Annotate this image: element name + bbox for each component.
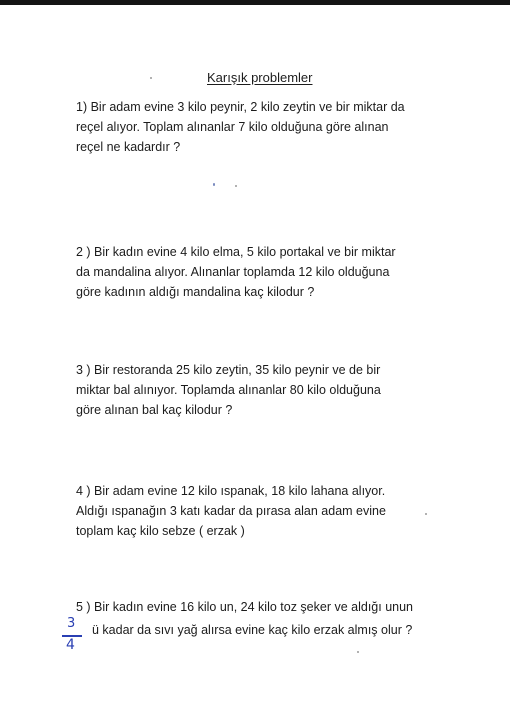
page-title: Karışık problemler: [207, 70, 313, 85]
scan-speck: [235, 185, 237, 187]
problem-3-line-3: göre alınan bal kaç kilodur ?: [76, 403, 233, 417]
problem-5-line-1: 5 ) Bir kadın evine 16 kilo un, 24 kilo toz şeker ve aldığı unun: [76, 600, 413, 614]
fraction-denominator: 4: [66, 637, 75, 653]
problem-3: [76, 360, 496, 420]
problem-1-line-2: reçel alıyor. Toplam alınanlar 7 kilo olduğuna göre alınan: [76, 120, 389, 134]
problem-4-line-2: Aldığı ıspanağın 3 katı kadar da pırasa alan adam evine: [76, 504, 386, 518]
problem-4: [76, 481, 496, 541]
problem-2-line-1: 2 ) Bir kadın evine 4 kilo elma, 5 kilo portakal ve bir miktar: [76, 245, 396, 259]
problem-2: [76, 242, 496, 302]
problem-1: [76, 97, 496, 157]
problem-1-line-3: reçel ne kadardır ?: [76, 140, 181, 154]
problem-5-line-2-text: ü kadar da sıvı yağ alırsa evine kaç kilo erzak almış olur ?: [92, 623, 413, 637]
scan-speck: [213, 183, 215, 186]
fraction-numerator: 3: [67, 616, 76, 631]
problem-1-line-1: 1) Bir adam evine 3 kilo peynir, 2 kilo zeytin ve bir miktar da: [76, 100, 405, 114]
problem-3-line-1: 3 ) Bir restoranda 25 kilo zeytin, 35 kilo peynir ve de bir: [76, 363, 381, 377]
scan-speck: [150, 77, 152, 79]
handwritten-fraction: [62, 618, 84, 658]
problem-4-line-1: 4 ) Bir adam evine 12 kilo ıspanak, 18 kilo lahana alıyor.: [76, 484, 386, 498]
problem-2-line-2: da mandalina alıyor. Alınanlar toplamda 12 kilo olduğuna: [76, 265, 390, 279]
scan-speck: [357, 651, 359, 653]
problem-3-line-2: miktar bal alınıyor. Toplamda alınanlar 80 kilo olduğuna: [76, 383, 381, 397]
problem-4-line-3: toplam kaç kilo sebze ( erzak ): [76, 524, 245, 538]
scan-speck: [425, 513, 427, 515]
scan-top-edge: [0, 0, 510, 5]
problem-5: [76, 597, 496, 617]
problem-2-line-3: göre kadının aldığı mandalina kaç kilodur ?: [76, 285, 315, 299]
